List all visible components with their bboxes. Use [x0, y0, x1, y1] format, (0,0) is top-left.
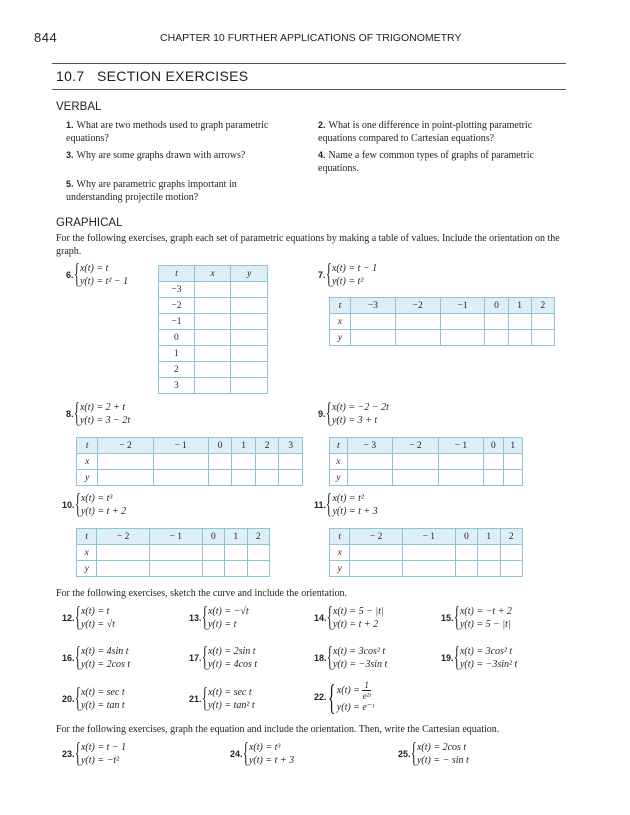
exercise-8	[66, 398, 131, 429]
x-equation: x(t) = 2sin t	[207, 646, 256, 657]
exercise-21	[189, 683, 255, 714]
row-label: x	[330, 314, 351, 330]
section-title	[56, 68, 248, 84]
brace-icon: {	[325, 259, 332, 290]
t-cell: −3	[159, 282, 195, 298]
exercise-12	[62, 602, 115, 633]
exercise-16	[62, 642, 131, 673]
header-cell: y	[231, 266, 268, 282]
brace-icon: {	[327, 677, 336, 717]
table-ex6	[158, 265, 268, 394]
exercise-22	[314, 677, 374, 717]
exercise-number: 18.	[314, 652, 327, 663]
brace-icon: {	[74, 489, 81, 520]
question-num: 1.	[66, 120, 74, 130]
exercise-number: 15.	[441, 612, 454, 623]
t-cell: 1	[508, 298, 531, 314]
fraction	[362, 680, 371, 701]
t-cell: − 1	[153, 438, 208, 454]
sketch-intro: For the following exercises, sketch the curve and include the orientation.	[56, 588, 348, 599]
chapter-heading	[160, 32, 461, 44]
chapter-label: CHAPTER 10	[160, 32, 225, 44]
x-equation: x(t) = 4sin t	[80, 646, 129, 657]
exercise-number: 24.	[230, 748, 243, 759]
brace-icon: {	[74, 683, 81, 714]
exercise-number: 12.	[62, 612, 75, 623]
x-equation: x(t) = −√t	[207, 606, 249, 617]
x-prefix: x(t) =	[336, 684, 360, 696]
exercise-number: 25.	[398, 748, 411, 759]
y-equation: y(t) = t + 2	[332, 619, 379, 630]
question-5	[66, 178, 281, 204]
x-equation: x(t) = t − 1	[80, 742, 127, 753]
x-equation: x(t) = t³	[248, 742, 281, 753]
t-cell: 1	[225, 529, 247, 545]
y-equation: y(t) = −t²	[80, 755, 120, 766]
question-num: 2.	[318, 120, 326, 130]
x-equation: x(t) = t³	[80, 493, 113, 504]
header-cell: x	[194, 266, 231, 282]
exercise-number: 7.	[318, 269, 326, 280]
exercise-number: 17.	[189, 652, 202, 663]
t-cell: 3	[159, 378, 195, 394]
exercise-14	[314, 602, 384, 633]
exercise-25	[398, 738, 469, 769]
row-label: t	[77, 529, 97, 545]
brace-icon: {	[326, 642, 333, 673]
exercise-number: 9.	[318, 408, 326, 419]
y-equation: y(t) = tan t	[80, 700, 125, 711]
x-equation: x(t) = sec t	[207, 687, 252, 698]
brace-icon: {	[73, 259, 80, 290]
t-cell: 2	[255, 438, 279, 454]
t-cell: 0	[455, 529, 477, 545]
verbal-heading: VERBAL	[56, 101, 102, 113]
question-num: 3.	[66, 150, 74, 160]
y-equation: y(t) = − sin t	[416, 755, 469, 766]
exercise-number: 13.	[189, 612, 202, 623]
x-equation	[337, 680, 374, 701]
table-ex8	[76, 437, 303, 486]
y-equation: y(t) = t + 3	[332, 506, 378, 517]
question-1	[66, 119, 301, 145]
y-equation: y(t) = 5 − |t|	[459, 619, 511, 630]
exercise-11	[314, 489, 378, 520]
exercise-24	[230, 738, 295, 769]
question-text: Why are some graphs drawn with arrows?	[76, 150, 246, 161]
exercise-number: 22.	[314, 691, 327, 702]
brace-icon: {	[201, 642, 208, 673]
exercise-23	[62, 738, 127, 769]
row-label: y	[77, 470, 98, 486]
cartesian-intro: For the following exercises, graph the equation and include the orientation. Then, write the Cartesian equation.	[56, 724, 500, 735]
y-equation: y(t) = t² − 1	[79, 276, 129, 287]
question-2	[318, 119, 558, 145]
exercise-number: 14.	[314, 612, 327, 623]
question-text: What are two methods used to graph parametric equations?	[66, 120, 269, 144]
y-equation: y(t) = t²	[331, 276, 364, 287]
table-ex9	[329, 437, 523, 486]
brace-icon: {	[410, 738, 417, 769]
t-cell: − 1	[150, 529, 203, 545]
row-label: y	[330, 330, 351, 346]
x-equation: x(t) = −t + 2	[459, 606, 512, 617]
numerator: 1	[364, 680, 369, 690]
y-equation: y(t) = 3 + t	[331, 415, 378, 426]
brace-icon: {	[74, 602, 81, 633]
row-label: y	[330, 470, 348, 486]
x-equation: x(t) = sec t	[80, 687, 125, 698]
t-cell: 0	[484, 438, 503, 454]
exercise-number: 19.	[441, 652, 454, 663]
graphical-intro: For the following exercises, graph each set of parametric equations by making a table of values. Include the orientation on the graph.	[56, 233, 560, 257]
x-equation: x(t) = −2 − 2t	[331, 402, 389, 413]
x-equation: x(t) = 3cos² t	[332, 646, 386, 657]
y-equation: y(t) = 2cos t	[80, 659, 131, 670]
t-cell: − 1	[438, 438, 484, 454]
t-cell: − 2	[98, 438, 153, 454]
table-ex7	[329, 297, 555, 346]
t-cell: −2	[395, 298, 440, 314]
t-cell: 0	[159, 330, 195, 346]
t-cell: 1	[232, 438, 256, 454]
t-cell: 0	[202, 529, 224, 545]
header-rule	[52, 63, 566, 64]
brace-icon: {	[73, 398, 80, 429]
exercise-7	[318, 259, 378, 290]
section-number: 10.7	[56, 68, 85, 84]
t-cell: 3	[279, 438, 303, 454]
x-equation: x(t) = t²	[332, 493, 364, 504]
exercise-number: 23.	[62, 748, 75, 759]
row-label: t	[330, 438, 348, 454]
t-cell: −1	[440, 298, 485, 314]
page-number: 844	[34, 30, 58, 45]
row-label: t	[330, 298, 351, 314]
x-equation: x(t) = 5 − |t|	[332, 606, 384, 617]
exercise-number: 10.	[62, 499, 75, 510]
brace-icon: {	[325, 489, 332, 520]
exercise-number: 20.	[62, 693, 75, 704]
row-label: y	[330, 561, 350, 577]
exercise-number: 11.	[314, 499, 327, 510]
exercise-9	[318, 398, 389, 429]
exercise-number: 8.	[66, 408, 74, 419]
question-4	[318, 149, 558, 175]
brace-icon: {	[201, 683, 208, 714]
question-text: Why are parametric graphs important in understanding projectile motion?	[66, 179, 237, 203]
row-label: x	[330, 545, 350, 561]
t-cell: −3	[351, 298, 396, 314]
brace-icon: {	[453, 642, 460, 673]
t-cell: − 3	[347, 438, 393, 454]
chapter-title: FURTHER APPLICATIONS OF TRIGONOMETRY	[227, 32, 462, 44]
section-rule	[52, 89, 566, 90]
brace-icon: {	[201, 602, 208, 633]
graphical-heading: GRAPHICAL	[56, 217, 123, 229]
y-equation: y(t) = t	[207, 619, 237, 630]
y-equation: y(t) = 4cos t	[207, 659, 258, 670]
question-num: 5.	[66, 179, 74, 189]
t-cell: 0	[208, 438, 232, 454]
brace-icon: {	[326, 602, 333, 633]
y-equation: y(t) = √t	[80, 619, 115, 630]
table-ex11	[329, 528, 523, 577]
header-cell: t	[159, 266, 195, 282]
t-cell: 1	[478, 529, 500, 545]
exercise-19	[441, 642, 518, 673]
exercise-15	[441, 602, 512, 633]
t-cell: 1	[503, 438, 522, 454]
exercise-13	[189, 602, 249, 633]
t-cell: −2	[159, 298, 195, 314]
table-ex10	[76, 528, 270, 577]
exercise-number: 6.	[66, 269, 74, 280]
y-equation: y(t) = e⁻ᵗ	[336, 702, 374, 713]
y-equation: y(t) = t + 3	[248, 755, 295, 766]
t-cell: 2	[500, 529, 522, 545]
question-3	[66, 149, 301, 162]
t-cell: 1	[159, 346, 195, 362]
section-name: SECTION EXERCISES	[97, 68, 249, 84]
brace-icon: {	[74, 642, 81, 673]
x-equation: x(t) = 3cos² t	[459, 646, 513, 657]
exercise-number: 16.	[62, 652, 75, 663]
t-cell: 0	[485, 298, 508, 314]
row-label: t	[330, 529, 350, 545]
row-label: t	[77, 438, 98, 454]
y-equation: y(t) = t + 2	[80, 506, 127, 517]
row-label: x	[330, 454, 348, 470]
t-cell: − 2	[393, 438, 439, 454]
brace-icon: {	[453, 602, 460, 633]
y-equation: y(t) = 3 − 2t	[79, 415, 131, 426]
exercise-20	[62, 683, 125, 714]
denominator: e²ᵗ	[362, 691, 371, 701]
question-text: What is one difference in point-plotting parametric equations compared to Cartesian equations?	[318, 120, 533, 144]
y-equation: y(t) = −3sin t	[332, 659, 388, 670]
t-cell: − 2	[97, 529, 150, 545]
t-cell: − 1	[403, 529, 456, 545]
brace-icon: {	[74, 738, 81, 769]
row-label: x	[77, 454, 98, 470]
t-cell: 2	[159, 362, 195, 378]
exercise-6	[66, 259, 129, 290]
exercise-18	[314, 642, 388, 673]
x-equation: x(t) = t	[80, 606, 110, 617]
exercise-17	[189, 642, 258, 673]
row-label: y	[77, 561, 97, 577]
t-cell: 2	[531, 298, 554, 314]
x-equation: x(t) = 2cos t	[416, 742, 467, 753]
t-cell: 2	[247, 529, 269, 545]
brace-icon: {	[242, 738, 249, 769]
y-equation: y(t) = −3sin² t	[459, 659, 518, 670]
y-equation: y(t) = tan² t	[207, 700, 255, 711]
t-cell: −1	[159, 314, 195, 330]
x-equation: x(t) = 2 + t	[79, 402, 126, 413]
question-text: Name a few common types of graphs of parametric equations.	[318, 150, 534, 174]
exercise-10	[62, 489, 127, 520]
brace-icon: {	[325, 398, 332, 429]
x-equation: x(t) = t − 1	[331, 263, 378, 274]
x-equation: x(t) = t	[79, 263, 109, 274]
question-num: 4.	[318, 150, 326, 160]
row-label: x	[77, 545, 97, 561]
t-cell: − 2	[350, 529, 403, 545]
exercise-number: 21.	[189, 693, 202, 704]
